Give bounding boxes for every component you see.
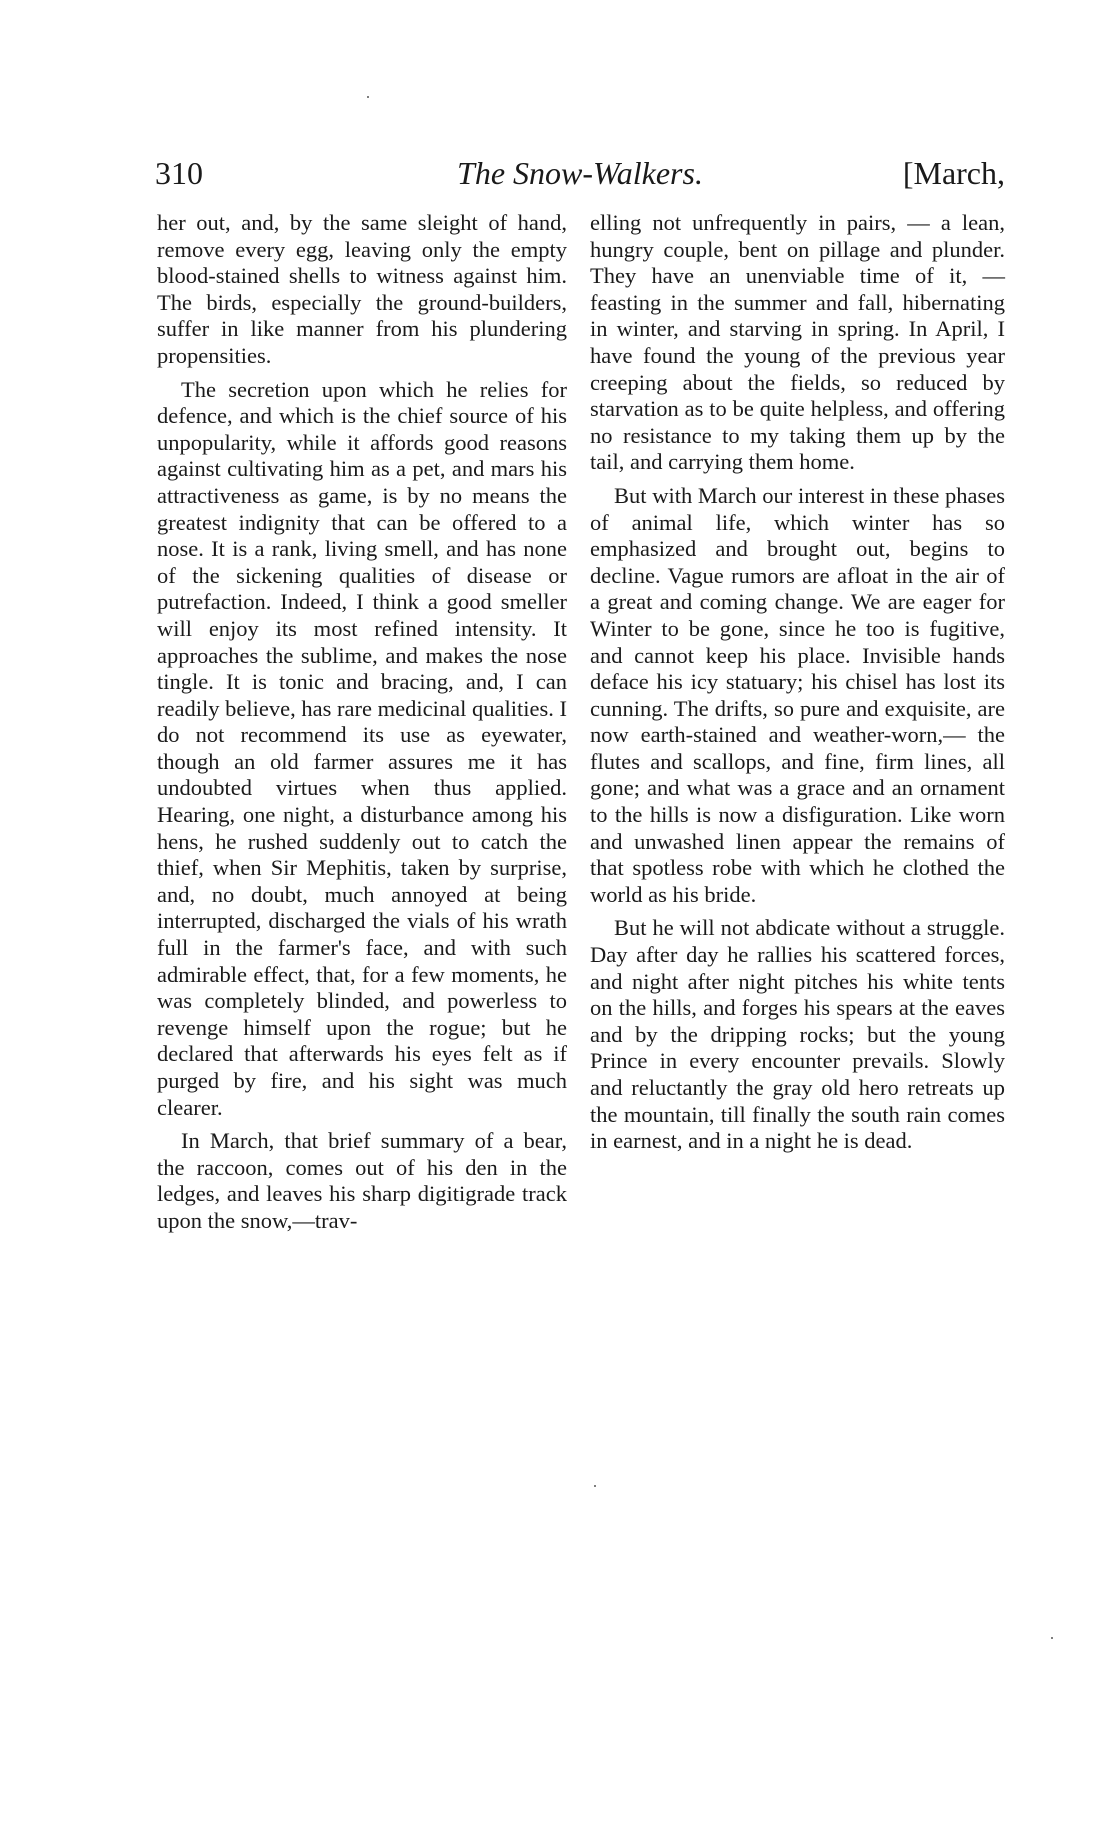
paragraph: But he will not abdicate without a struggle. Day after day he rallies his scattered forces, and night after night pitches his white tents on the hills, and forges his spears at the eaves and by the dripping rocks; but the young Prince in every encounter prevails. Slowly and reluctantly the gray old hero retreats up the mountain, till finally the south rain comes in earnest, and in a night he is dead.: [590, 915, 1005, 1154]
paper-speck: [594, 1485, 596, 1487]
paragraph: elling not unfrequently in pairs, — a lean, hungry couple, bent on pillage and plunder. They have an unenviable time of it, — feasting in the summer and fall, hibernating in winter, and starving in spring. In April, I have found the young of the previous year creeping about the fields, so reduced by starvation as to be quite helpless, and offering no resistance to my taking them up by the tail, and carrying them home.: [590, 210, 1005, 475]
paragraph: But with March our interest in these phases of animal life, which winter has so emphasized and brought out, begins to decline. Vague rumors are afloat in the air of a great and coming change. We are eager for Winter to be gone, since he too is fugitive, and cannot keep his place. Invisible hands deface his icy statuary; his chisel has lost its cunning. The drifts, so pure and exquisite, are now earth-stained and weather-worn,— the flutes and scallops, and fine, firm lines, all gone; and what was a grace and an ornament to the hills is now a disfiguration. Like worn and unwashed linen appear the remains of that spotless robe with which he clothed the world as his bride.: [590, 482, 1005, 907]
paragraph: The secretion upon which he relies for defence, and which is the chief source of his unpopularity, while it affords good reasons against cultivating him as a pet, and mars his attractiveness as game, is by no means the greatest indignity that can be offered to a nose. It is a rank, living smell, and has none of the sickening qualities of disease or putrefaction. Indeed, I think a good smeller will enjoy its most refined intensity. It approaches the sublime, and makes the nose tingle. It is tonic and bracing, and, I can readily believe, has rare medicinal qualities. I do not recommend its use as eyewater, though an old farmer assures me it has undoubted virtues when thus applied. Hearing, one night, a disturbance among his hens, he rushed suddenly out to catch the thief, when Sir Mephitis, taken by surprise, and, no doubt, much annoyed at being interrupted, discharged the vials of his wrath full in the farmer's face, and with such admirable effect, that, for a few moments, he was completely blinded, and powerless to revenge himself upon the rogue; but he declared that afterwards his eyes felt as if purged by fire, and his sight was much clearer.: [157, 376, 567, 1120]
paragraph: In March, that brief summary of a bear, the raccoon, comes out of his den in the ledges, and leaves his sharp digitigrade track upon the snow,—trav-: [157, 1128, 567, 1233]
right-column: [590, 210, 1005, 1155]
running-header: [155, 150, 1005, 196]
paragraph: her out, and, by the same sleight of hand, remove every egg, leaving only the empty blood-stained shells to witness against him. The birds, especially the ground-builders, suffer in like manner from his plundering propensities.: [157, 210, 567, 368]
running-title: The Snow-Walkers.: [457, 155, 703, 191]
left-column: [157, 210, 567, 1235]
running-month: [March,: [902, 155, 1005, 191]
paper-speck: [367, 96, 369, 98]
page-number: 310: [155, 155, 203, 191]
paper-speck: [1051, 1637, 1053, 1639]
